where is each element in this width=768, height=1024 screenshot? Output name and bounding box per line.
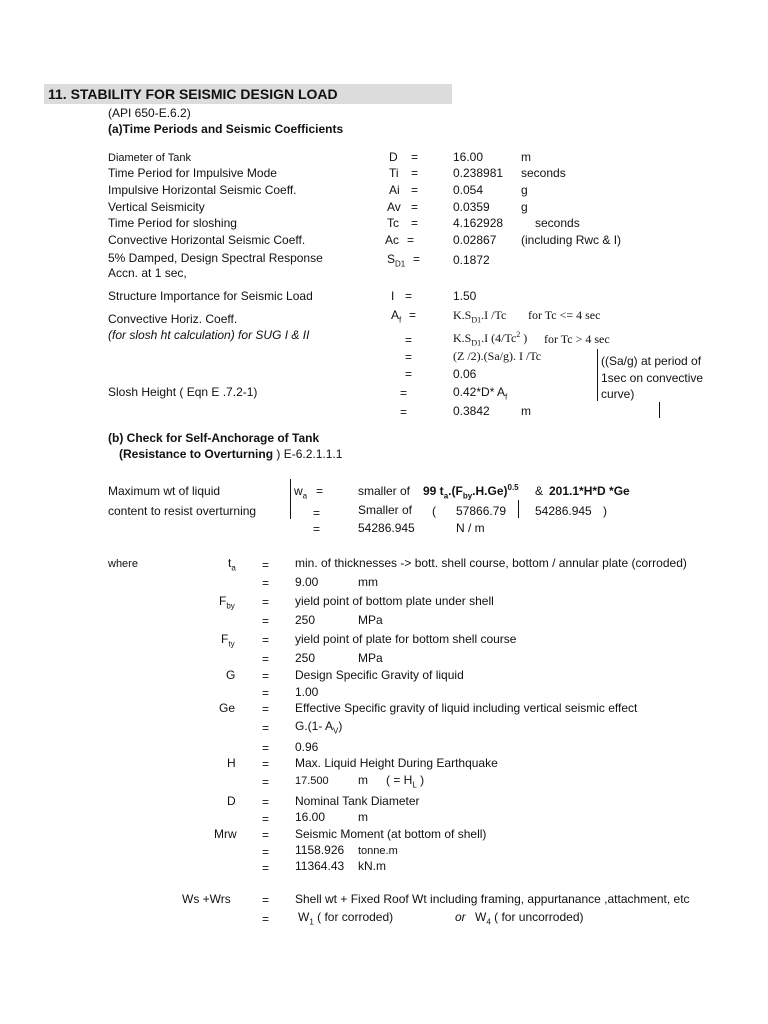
af-note-line1: ((Sa/g) at period of bbox=[601, 354, 702, 368]
af-condition-1: for Tc <= 4 sec bbox=[528, 308, 601, 322]
af-note-line2: 1sec on convective bbox=[601, 371, 704, 385]
ge-description: Effective Specific gravity of liquid including vertical seismic effect bbox=[295, 701, 638, 715]
d-unit: m bbox=[358, 810, 368, 824]
fty-value: 250 bbox=[295, 651, 316, 665]
equals: = bbox=[407, 233, 415, 247]
af-formula-3: (Z /2).(Sa/g). I /Tc bbox=[453, 349, 542, 363]
ti-symbol: Ti bbox=[389, 166, 399, 180]
equals: = bbox=[262, 576, 270, 590]
equals: = bbox=[262, 652, 270, 666]
d-value: 16.00 bbox=[295, 810, 326, 824]
wa-line2-prefix: Smaller of bbox=[358, 503, 413, 517]
equals: = bbox=[262, 912, 270, 926]
equals: = bbox=[313, 506, 321, 520]
ai-value: 0.054 bbox=[453, 183, 484, 197]
h-description: Max. Liquid Height During Earthquake bbox=[295, 756, 498, 770]
ac-symbol: Ac bbox=[385, 233, 400, 247]
importance-symbol: I bbox=[391, 289, 395, 303]
api-reference: (API 650-E.6.2) bbox=[108, 106, 191, 120]
slosh-label: Slosh Height ( Eqn E .7.2-1) bbox=[108, 385, 258, 399]
equals: = bbox=[262, 828, 270, 842]
equals: = bbox=[411, 166, 419, 180]
margin-mark bbox=[659, 402, 660, 418]
wa-line2-paren-open: ( bbox=[432, 504, 436, 518]
fty-unit: MPa bbox=[358, 651, 383, 665]
tc-label: Time Period for sloshing bbox=[108, 216, 237, 230]
mrw-value-kn: 11364.43 bbox=[295, 859, 345, 873]
equals: = bbox=[262, 686, 270, 700]
ws-formula-uncorroded: $W_4$ ( for uncorroded) bbox=[475, 910, 584, 927]
equals: = bbox=[411, 183, 419, 197]
ti-label: Time Period for Impulsive Mode bbox=[108, 166, 277, 180]
equals: = bbox=[411, 216, 419, 230]
ta-unit: mm bbox=[358, 575, 378, 589]
equals: = bbox=[262, 669, 270, 683]
slosh-formula: 0.42*D* $A_f$ bbox=[453, 385, 508, 402]
ws-or: or bbox=[455, 910, 466, 924]
ac-unit: (including Rwc & I) bbox=[521, 233, 622, 247]
af-label-line1: Convective Horiz. Coeff. bbox=[108, 312, 238, 326]
equals: = bbox=[262, 893, 270, 907]
sd1-label-line1: 5% Damped, Design Spectral Response bbox=[108, 251, 323, 265]
ge-symbol: Ge bbox=[219, 701, 236, 715]
af-symbol: $A_f$ bbox=[391, 308, 402, 325]
tc-value: 4.162928 bbox=[453, 216, 504, 230]
tc-unit: seconds bbox=[535, 216, 580, 230]
subsection-b-title: (b) Check for Self-Anchorage of Tank bbox=[108, 431, 320, 445]
equals: = bbox=[405, 289, 413, 303]
wa-result-unit: N / m bbox=[456, 521, 485, 535]
af-condition-2: for Tc > 4 sec bbox=[544, 332, 610, 346]
mrw-unit-tonne: tonne.m bbox=[358, 845, 398, 857]
g-description: Design Specific Gravity of liquid bbox=[295, 668, 464, 682]
wa-bracket-line bbox=[290, 479, 291, 519]
wa-value-separator bbox=[518, 500, 519, 518]
tc-symbol: Tc bbox=[387, 216, 399, 230]
fby-unit: MPa bbox=[358, 613, 383, 627]
mrw-unit-kn: kN.m bbox=[358, 859, 386, 873]
ai-symbol: Ai bbox=[389, 183, 400, 197]
ge-value: 0.96 bbox=[295, 740, 319, 754]
ti-value: 0.238981 bbox=[453, 166, 504, 180]
equals: = bbox=[262, 775, 270, 789]
ge-formula: G.(1- $A_V$) bbox=[295, 719, 343, 736]
equals: = bbox=[405, 367, 413, 381]
av-symbol: Av bbox=[387, 200, 401, 214]
g-value: 1.00 bbox=[295, 685, 319, 699]
equals: = bbox=[400, 405, 408, 419]
equals: = bbox=[313, 522, 321, 536]
equals: = bbox=[262, 595, 270, 609]
wa-line1-formula-b: 201.1*H*D *Ge bbox=[549, 484, 630, 498]
af-formula-1: $K.S_{D1}.I$ /Tc bbox=[453, 308, 507, 325]
diameter-value: 16.00 bbox=[453, 150, 484, 164]
d-symbol: D bbox=[227, 794, 236, 808]
ta-description: min. of thicknesses -> bott. shell course, bottom / annular plate (corroded) bbox=[295, 556, 687, 570]
h-symbol: H bbox=[227, 756, 236, 770]
diameter-label: Diameter of Tank bbox=[108, 152, 191, 164]
av-unit: g bbox=[521, 200, 528, 214]
ws-symbol: Ws +Wrs bbox=[182, 892, 231, 906]
subsection-a-title: (a)Time Periods and Seismic Coefficients bbox=[108, 122, 344, 136]
equals: = bbox=[413, 252, 421, 266]
note-bracket-line bbox=[597, 349, 598, 401]
af-formula-2: $K.S_{D1}.I$ (4/Tc$^2$ ) bbox=[453, 330, 528, 348]
importance-value: 1.50 bbox=[453, 289, 477, 303]
h-value: 17.500 bbox=[295, 775, 329, 787]
h-unit: m bbox=[358, 773, 368, 787]
ws-description: Shell wt + Fixed Roof Wt including framing, appurtanance ,attachment, etc bbox=[295, 892, 690, 906]
ti-unit: seconds bbox=[521, 166, 566, 180]
wa-line2-value-1: 57866.79 bbox=[456, 504, 507, 518]
equals: = bbox=[262, 795, 270, 809]
equals: = bbox=[405, 333, 413, 347]
mrw-value-tonne: 1158.926 bbox=[295, 843, 345, 857]
av-label: Vertical Seismicity bbox=[108, 200, 205, 214]
diameter-unit: m bbox=[521, 150, 531, 164]
fty-description: yield point of plate for bottom shell course bbox=[295, 632, 517, 646]
equals: = bbox=[262, 812, 270, 826]
sd1-value: 0.1872 bbox=[453, 253, 490, 267]
equals: = bbox=[405, 350, 413, 364]
sd1-symbol: $S_{D1}$ bbox=[387, 252, 406, 269]
af-note-line3: curve) bbox=[601, 387, 635, 401]
fby-symbol: $F_{by}$ bbox=[219, 594, 235, 611]
importance-label: Structure Importance for Seismic Load bbox=[108, 289, 313, 303]
af-value: 0.06 bbox=[453, 367, 477, 381]
wa-symbol: $w_a$ bbox=[294, 484, 308, 501]
g-symbol: G bbox=[226, 668, 236, 682]
af-label-line2: (for slosh ht calculation) for SUG I & II bbox=[108, 328, 310, 342]
wa-label-line2: content to resist overturning bbox=[108, 504, 257, 518]
ac-value: 0.02867 bbox=[453, 233, 497, 247]
subsection-b-subtitle: (Resistance to Overturning ) E-6.2.1.1.1 bbox=[119, 447, 343, 461]
equals: = bbox=[400, 386, 408, 400]
ai-unit: g bbox=[521, 183, 528, 197]
fty-symbol: $F_{ty}$ bbox=[221, 632, 235, 649]
slosh-value: 0.3842 bbox=[453, 404, 490, 418]
d-description: Nominal Tank Diameter bbox=[295, 794, 420, 808]
wa-line1-prefix: smaller of bbox=[358, 484, 411, 498]
wa-line2-value-2: 54286.945 bbox=[535, 504, 592, 518]
wa-label-line1: Maximum wt of liquid bbox=[108, 484, 221, 498]
equals: = bbox=[409, 308, 417, 322]
equals: = bbox=[262, 861, 270, 875]
equals: = bbox=[262, 558, 270, 572]
equals: = bbox=[262, 757, 270, 771]
sd1-label-line2: Accn. at 1 sec, bbox=[108, 266, 187, 280]
equals: = bbox=[262, 741, 270, 755]
where-label: where bbox=[108, 558, 138, 570]
equals: = bbox=[262, 845, 270, 859]
equals: = bbox=[262, 721, 270, 735]
diameter-symbol: D bbox=[389, 150, 398, 164]
wa-line1-amp: & bbox=[535, 484, 544, 498]
equals: = bbox=[316, 484, 324, 498]
equals: = bbox=[411, 200, 419, 214]
section-title: 11. STABILITY FOR SEISMIC DESIGN LOAD bbox=[48, 86, 338, 102]
equals: = bbox=[262, 614, 270, 628]
ws-formula-corroded: $W_1$ ( for corroded) bbox=[298, 910, 394, 927]
wa-line2-paren-close: ) bbox=[603, 504, 607, 518]
equals: = bbox=[262, 633, 270, 647]
fby-description: yield point of bottom plate under shell bbox=[295, 594, 494, 608]
equals: = bbox=[411, 150, 419, 164]
wa-result-value: 54286.945 bbox=[358, 521, 415, 535]
wa-line1-formula-a: 99 $t_a.(F_{by}.H.Ge)^{0.5}$ bbox=[423, 483, 519, 501]
ta-symbol: $t_a$ bbox=[228, 556, 236, 573]
mrw-description: Seismic Moment (at bottom of shell) bbox=[295, 827, 487, 841]
ai-label: Impulsive Horizontal Seismic Coeff. bbox=[108, 183, 297, 197]
ta-value: 9.00 bbox=[295, 575, 319, 589]
mrw-symbol: Mrw bbox=[214, 827, 237, 841]
av-value: 0.0359 bbox=[453, 200, 490, 214]
ac-label: Convective Horizontal Seismic Coeff. bbox=[108, 233, 306, 247]
h-note: ( = $H_L$ ) bbox=[386, 773, 425, 790]
fby-value: 250 bbox=[295, 613, 316, 627]
slosh-unit: m bbox=[521, 404, 531, 418]
equals: = bbox=[262, 702, 270, 716]
